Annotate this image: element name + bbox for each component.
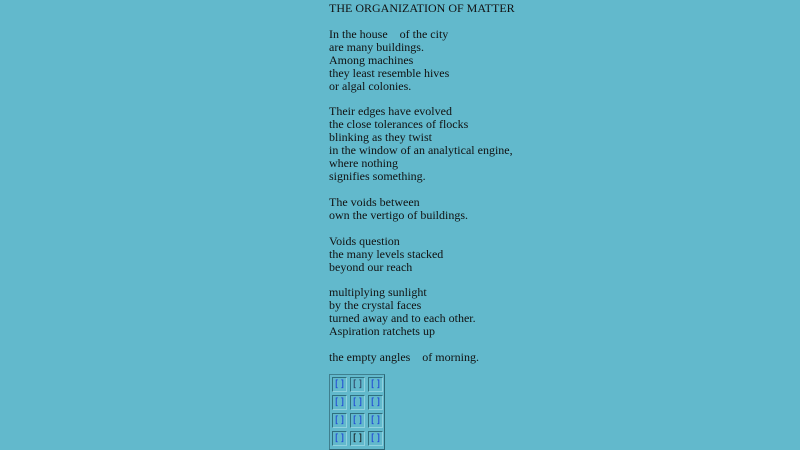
poem-line: Aspiration ratchets up	[329, 324, 435, 339]
poem-line: the close tolerances of flocks	[329, 117, 469, 132]
grid-link-cell[interactable]: []	[332, 377, 347, 392]
grid-link-cell[interactable]: []	[368, 377, 383, 392]
poem-line: they least resemble hives	[329, 65, 450, 80]
link-grid	[329, 374, 385, 450]
poem-line: Among machines	[329, 52, 414, 67]
poem-line: own the vertigo of buildings.	[329, 207, 468, 222]
grid-link-cell[interactable]: []	[350, 431, 365, 446]
poem	[329, 2, 629, 377]
poem-body	[329, 28, 629, 364]
grid-link-cell[interactable]: []	[368, 413, 383, 428]
poem-line: The voids between	[329, 194, 420, 209]
grid-link-cell[interactable]: []	[350, 377, 365, 392]
grid-link-cell[interactable]: []	[350, 395, 365, 410]
poem-line: by the crystal faces	[329, 298, 422, 313]
poem-line: Voids question	[329, 233, 400, 248]
stanza	[329, 235, 629, 274]
stanza	[329, 196, 629, 222]
grid-link-cell[interactable]: []	[332, 431, 347, 446]
grid-link-cell[interactable]: []	[368, 431, 383, 446]
poem-line: in the window of an analytical engine,	[329, 143, 513, 158]
poem-line: the many levels stacked	[329, 246, 444, 261]
poem-line: the empty angles of morning.	[329, 350, 479, 365]
grid-link-cell[interactable]: []	[332, 395, 347, 410]
stanza	[329, 105, 629, 182]
poem-line: turned away and to each other.	[329, 311, 476, 326]
grid-link-cell[interactable]: []	[332, 413, 347, 428]
stanza	[329, 286, 629, 338]
poem-title: THE ORGANIZATION OF MATTER	[329, 1, 515, 15]
poem-line: In the house of the city	[329, 26, 449, 41]
stanza	[329, 351, 629, 364]
poem-line: Their edges have evolved	[329, 104, 452, 119]
poem-line: signifies something.	[329, 168, 426, 183]
poem-line: multiplying sunlight	[329, 285, 427, 300]
grid-link-cell[interactable]: []	[350, 413, 365, 428]
poem-line: or algal colonies.	[329, 78, 412, 93]
poem-line: where nothing	[329, 156, 398, 171]
poem-line: are many buildings.	[329, 39, 424, 54]
grid-link-cell[interactable]: []	[368, 395, 383, 410]
poem-line: blinking as they twist	[329, 130, 432, 145]
stanza	[329, 28, 629, 93]
poem-line: beyond our reach	[329, 259, 413, 274]
